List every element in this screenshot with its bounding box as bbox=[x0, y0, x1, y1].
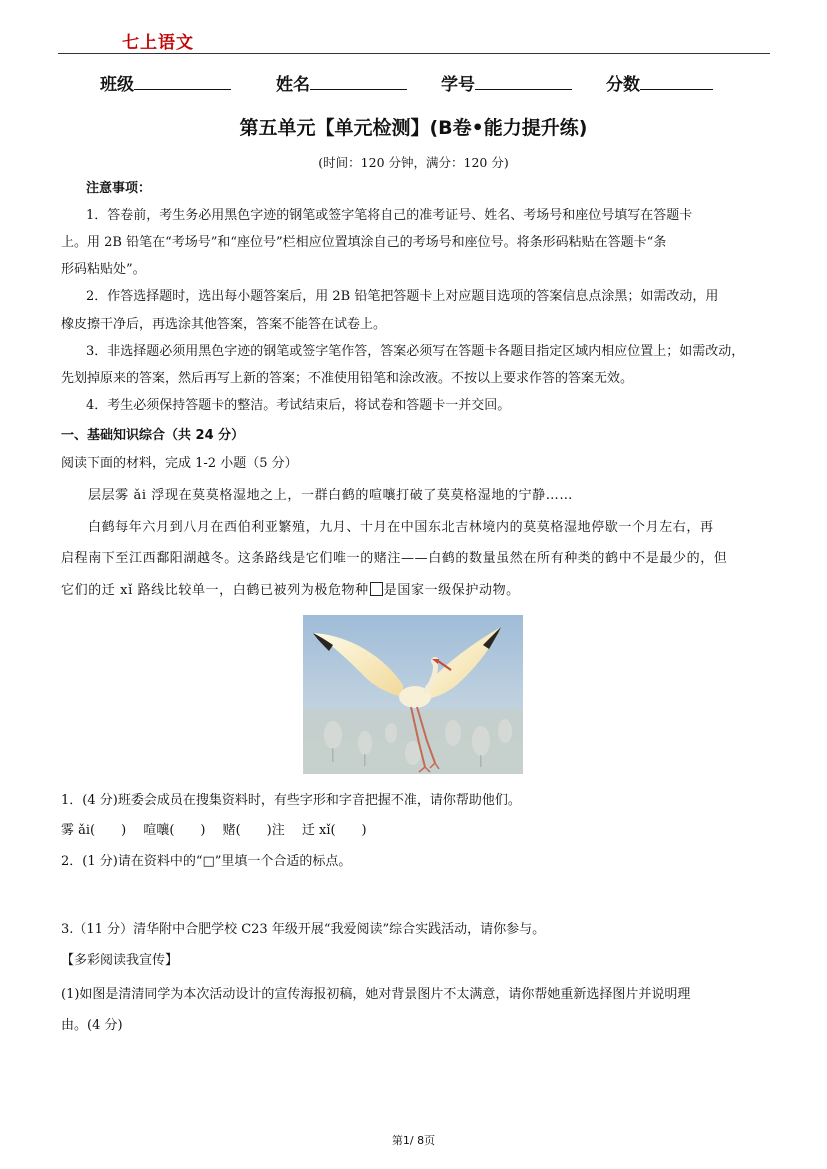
class-blank[interactable] bbox=[134, 75, 231, 90]
student-id-field bbox=[441, 70, 572, 95]
notes-line: 形码粘贴处”。 bbox=[61, 262, 146, 277]
notes-line: 上。用 2B 铅笔在“考场号”和“座位号”栏相应位置填涂自己的考场号和座位号。将条形码粘贴在答题卡“条 bbox=[61, 235, 667, 250]
notes-line: 4．考生必须保持答题卡的整洁。考试结束后，将试卷和答题卡一并交回。 bbox=[86, 398, 511, 413]
score-label: 分数 bbox=[606, 75, 640, 95]
name-field bbox=[276, 70, 407, 95]
notes-line: 3．非选择题必须用黑色字迹的钢笔或签字笔作答，答案必须写在答题卡各题目指定区域内相应位置上；如需改动， bbox=[86, 344, 745, 359]
question-3-subheading: 【多彩阅读我宣传】 bbox=[61, 953, 179, 968]
question-1-items: 雾 ǎi( ) 喧嚷( ) 赌( )注 迁 xǐ( ) bbox=[61, 823, 367, 838]
notes-line: 2．作答选择题时，选出每小题答案后，用 2B 铅笔把答题卡上对应题目选项的答案信息点涂黑；如需改动，用 bbox=[86, 289, 719, 304]
question-3-1-line: (1)如图是清清同学为本次活动设计的宣传海报初稿，她对背景图片不太满意，请你帮她重新选择图片并说明理 bbox=[61, 987, 691, 1002]
section-heading: 一、基础知识综合（共 24 分） bbox=[61, 428, 245, 443]
page-title: 第五单元【单元检测】(B卷•能力提升练) bbox=[239, 117, 588, 139]
passage-text: 是国家一级保护动物。 bbox=[383, 583, 520, 598]
notes-heading: 注意事项： bbox=[86, 181, 152, 196]
page-subtitle: (时间：120 分钟，满分：120 分) bbox=[318, 155, 509, 170]
section-intro: 阅读下面的材料，完成 1-2 小题（5 分） bbox=[61, 456, 298, 471]
notes-line: 1．答卷前，考生务必用黑色字迹的钢笔或签字笔将自己的准考证号、姓名、考场号和座位号填写在答题卡 bbox=[86, 208, 693, 223]
question-2: 2．(1 分)请在资料中的“□”里填一个合适的标点。 bbox=[61, 854, 352, 869]
score-field bbox=[606, 70, 713, 95]
punctuation-blank-box[interactable] bbox=[370, 582, 383, 596]
question-1: 1．(4 分)班委会成员在搜集资料时，有些字形和字音把握不准，请你帮助他们。 bbox=[61, 793, 521, 808]
white-crane-image bbox=[303, 615, 523, 774]
passage-line: 层层雾 ǎi 浮现在莫莫格湿地之上，一群白鹤的喧嚷打破了莫莫格湿地的宁静…… bbox=[88, 488, 573, 503]
passage-line: 白鹤每年六月到八月在西伯利亚繁殖，九月、十月在中国东北吉林境内的莫莫格湿地停歇一个月左右，再 bbox=[88, 520, 714, 535]
passage-line-with-blank bbox=[61, 581, 520, 601]
question-3: 3.（11 分）清华附中合肥学校 C23 年级开展“我爱阅读”综合实践活动，请你参与。 bbox=[61, 922, 546, 937]
name-blank[interactable] bbox=[310, 75, 407, 90]
student-id-blank[interactable] bbox=[475, 75, 572, 90]
passage-text: 它们的迁 xǐ 路线比较单一，白鹤已被列为极危物种 bbox=[61, 583, 369, 598]
notes-line: 橡皮擦干净后，再选涂其他答案，答案不能答在试卷上。 bbox=[61, 317, 387, 332]
score-blank[interactable] bbox=[640, 75, 713, 90]
class-label: 班级 bbox=[100, 75, 134, 95]
page-number: 第1/ 8页 bbox=[391, 1134, 436, 1147]
brand-label: 七上语文 bbox=[122, 33, 194, 53]
crane-photo bbox=[303, 615, 523, 774]
student-id-label: 学号 bbox=[441, 75, 475, 95]
class-field bbox=[100, 70, 231, 95]
notes-line: 先划掉原来的答案，然后再写上新的答案；不准使用铅笔和涂改液。不按以上要求作答的答案无效。 bbox=[61, 371, 634, 386]
name-label: 姓名 bbox=[276, 75, 310, 95]
question-3-1-line: 由。(4 分) bbox=[61, 1018, 123, 1033]
header-rule bbox=[58, 53, 770, 54]
passage-line: 启程南下至江西鄱阳湖越冬。这条路线是它们唯一的赌注——白鹤的数量虽然在所有种类的鹤中不是最少的，但 bbox=[61, 551, 728, 566]
